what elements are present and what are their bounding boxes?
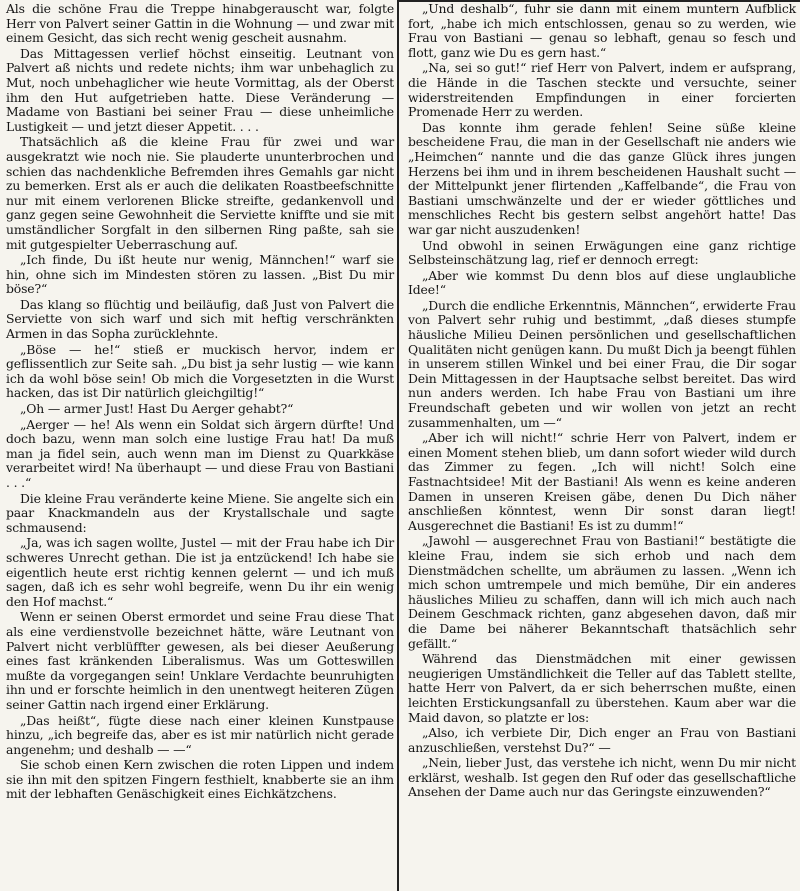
left-column [4, 2, 398, 889]
paragraph: Wenn er seinen Oberst ermordet und seine Frau diese That als eine verdienstvolle bezeichnet hätte, wäre Leutnant von Palvert nicht verblüffter gewesen, als bei dieser Aeußerung eines fast kränkenden Liberalismus. Was um Gotteswillen mußte da vorgegangen sein! Unklare Verdachte beunruhigten ihn und er forschte heimlich in den unentwegt heiteren Zügen seiner Gattin nach irgend einer Erklärung. [6, 609, 394, 712]
paragraph: „Böse — he!“ stieß er muckisch hervor, indem er geflissentlich zur Seite sah. „Du bist ja sehr lustig — wie kann ich da wohl böse sein! Ob mich die Vorgesetzten in die Wurst hacken, das ist Dir natürlich gleichgiltig!“ [6, 341, 394, 401]
paragraph: Das konnte ihm gerade fehlen! Seine süße kleine bescheidene Frau, die man in der Gesellschaft nie anders wie „Heimchen“ nannte und die das ganze Glück ihres jungen Herzens bei ihm und in ihrem bescheidenen Haushalt sucht — der Mittelpunkt jener flirtenden „Kaffelbande“, die Frau von Bastiani umschwänzelte und der er wieder göttliches und menschliches Recht bis gestern selbst angehört hatte! Das war gar nicht auszudenken! [408, 119, 796, 237]
paragraph: „Oh — armer Just! Hast Du Aerger gehabt?“ [20, 401, 294, 417]
paragraph: „Aerger — he! Als wenn ein Soldat sich ärgern dürfte! Und doch bazu, wenn man solch eine lustige Frau hat! Da muß man ja fidel sein, auch wenn man im Dienst zu Quarkkäse verarbeitet wird! Na überhaupt — und diese Frau von Bastiani . . .“ [6, 416, 394, 490]
paragraph: „Durch die endliche Erkenntnis, Männchen“, erwiderte Frau von Palvert sehr ruhig und bestimmt, „daß dieses stumpfe häusliche Milieu Deinen persönlichen und gesellschaftlichen Qualitäten nicht genügen kann. Du mußt Dich ja beengt fühlen in unserem stillen Winkel und bei einer Frau, die Dir sogar Dein Mittagessen in der Hauptsache selbst bereitet. Das wird nun anders werden. Ich habe Frau von Bastiani um ihre Freundschaft gebeten und wir wollen von jetzt an recht zusammenhalten, um —“ [408, 297, 796, 430]
paragraph: „Aber wie kommst Du denn blos auf diese unglaubliche Idee!“ [408, 267, 796, 298]
paragraph: Und obwohl in seinen Erwägungen eine ganz richtige Selbsteinschätzung lag, rief er dennoch erregt: [408, 237, 796, 268]
paragraph: „Na, sei so gut!“ rief Herr von Palvert, indem er aufsprang, die Hände in die Taschen steckte und versuchte, seiner widerstreitenden Empfindungen in einer forcierten Promenade Herr zu werden. [408, 60, 796, 120]
paragraph: „Und deshalb“, fuhr sie dann mit einem muntern Aufblick fort, „habe ich mich entschlossen, genau so zu werden, wie Frau von Bastiani — genau so lebhaft, genau so fesch und flott, ganz wie Du es gern hast.“ [408, 2, 796, 60]
paragraph: Das Mittagessen verlief höchst einseitig. Leutnant von Palvert aß nichts und redete nichts; ihm war unbehaglich zu Mut, noch unbehaglicher wie heute Vormittag, als der Oberst ihm den Hut aufgetrieben hatte. Diese Veränderung — Madame von Bastiani bei seiner Frau — diese unheimliche Lustigkeit — und jetzt dieser Appetit. . . . [6, 45, 394, 134]
paragraph: „Das heißt“, fügte diese nach einer kleinen Kunstpause hinzu, „ich begreife das, aber es ist mir natürlich nicht gerade angenehm; und deshalb — —“ [6, 712, 394, 757]
paragraph: „Aber ich will nicht!“ schrie Herr von Palvert, indem er einen Moment stehen blieb, um dann sofort wieder wild durch das Zimmer zu fegen. „Ich will nicht! Solch eine Fastnachtsidee! Mit der Bastiani! Als wenn es keine anderen Damen in unseren Kreisen gäbe, denen Du Dich näher anschließen könntest, wenn Dir sonst daran liegt! Ausgerechnet die Bastiani! Es ist zu dumm!“ [408, 430, 796, 533]
paragraph: Das klang so flüchtig und beiläufig, daß Just von Palvert die Serviette von sich warf und sich mit heftig verschränkten Armen in das Sopha zurücklehnte. [6, 296, 394, 342]
paragraph: Die kleine Frau veränderte keine Miene. Sie angelte sich ein paar Knackmandeln aus der Krystallschale und sagte schmausend: [6, 490, 394, 535]
paragraph: „Jawohl — ausgerechnet Frau von Bastiani!“ bestätigte die kleine Frau, indem sie sich erhob und nach dem Dienstmädchen schellte, um abräumen zu lassen. „Wenn ich mich schon umtrempele und mich bemühe, Dir ein anderes häusliches Milieu zu schaffen, dann will ich mich auch nach Deinem Geschmack richten, ganz abgesehen davon, daß mir die Dame bei näherer Bekanntschaft thatsächlich sehr gefällt.“ [408, 533, 796, 651]
paragraph: Während das Dienstmädchen mit einer gewissen neugierigen Umständlichkeit die Teller auf das Tablett stellte, hatte Herr von Palvert, da er sich beherrschen mußte, einen leichten Erstickungsanfall zu überstehen. Kaum aber war die Maid davon, so platzte er los: [408, 651, 796, 725]
paragraph: „Ja, was ich sagen wollte, Justel — mit der Frau habe ich Dir schweres Unrecht gethan. Die ist ja entzückend! Ich habe sie eigentlich heute erst richtig kennen gelernt — und ich muß sagen, daß ich es sehr wohl begreife, wenn Du ihr ein wenig den Hof machst.“ [6, 535, 394, 609]
paragraph: „Also, ich verbiete Dir, Dich enger an Frau von Bastiani anzuschließen, verstehst Du?“ — [408, 725, 796, 755]
right-column [404, 2, 800, 889]
paragraph: Sie schob einen Kern zwischen die roten Lippen und indem sie ihn mit den spitzen Fingern festhielt, knabberte sie an ihm mit der lebhaften Genäschigkeit eines Eichkätzchens. [6, 757, 394, 802]
paragraph: „Nein, lieber Just, das verstehe ich nicht, wenn Du mir nicht erklärst, weshalb. Ist gegen den Ruf oder das gesellschaftliche Ansehen der Dame auch nur das Geringste einzuwenden?“ [408, 755, 796, 800]
paragraph: Als die schöne Frau die Treppe hinabgerauscht war, folgte Herr von Palvert seiner Gattin in die Wohnung — und zwar mit einem Gesicht, das sich recht wenig gescheit ausnahm. [6, 2, 394, 46]
paragraph: Thatsächlich aß die kleine Frau für zwei und war ausgekratzt wie noch nie. Sie plauderte ununterbrochen und schien das nachdenkliche Befremden ihres Gemahls gar nicht zu bemerken. Erst als er auch die delikaten Roastbeefschnitte nur mit einem verlorenen Blicke streifte, gedankenvoll und ganz gegen seine Gewohnheit die Serviette kniffte und sie mit umständlicher Sorgfalt in den silbernen Ring paßte, sah sie mit gutgespielter Ueberraschung auf. [6, 134, 394, 252]
paragraph: „Ich finde, Du ißt heute nur wenig, Männchen!“ warf sie hin, ohne sich im Mindesten stören zu lassen. „Bist Du mir böse?“ [6, 252, 394, 297]
